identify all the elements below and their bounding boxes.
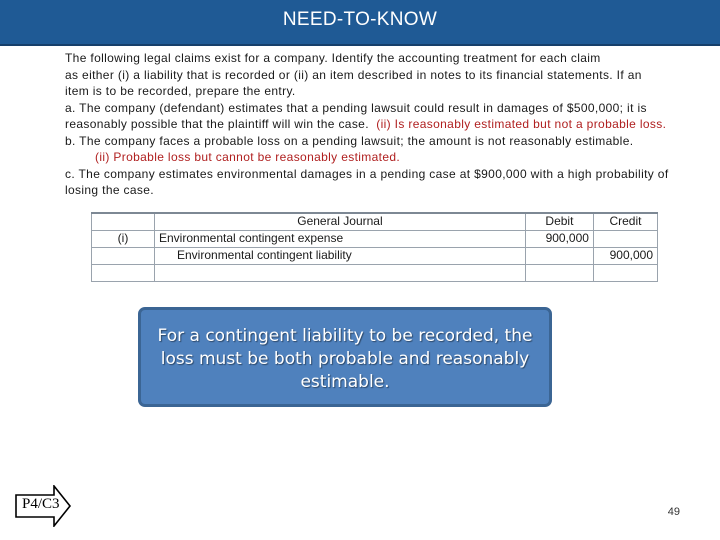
entry-label [92, 248, 155, 265]
problem-text [65, 50, 685, 199]
credit-amount [593, 265, 657, 282]
debit-amount [525, 265, 593, 282]
page-title: NEED-TO-KNOW [282, 9, 438, 30]
item-a [65, 100, 685, 117]
prompt-line: as either (i) a liability that is recorded or (ii) an item described in notes to its financial statements. If an [65, 67, 642, 82]
item-a-cont [65, 116, 685, 133]
callout-text: For a contingent liability to be recorded, the loss must be both probable and reasonably estimable. [157, 326, 533, 392]
account-name: Environmental contingent expense [155, 231, 526, 248]
prompt-line: The following legal claims exist for a company. Identify the accounting treatment for each claim [65, 51, 601, 65]
learning-objective-tag: P4/C3 [22, 496, 60, 512]
prompt-line: item is to be recorded, prepare the entry. [65, 84, 296, 98]
entry-label: (i) [92, 231, 155, 248]
debit-amount: 900,000 [525, 231, 593, 248]
item-a-text: a. The company (defendant) estimates that a pending lawsuit could result in damages of $500,000; it is [65, 100, 647, 115]
item-a-text-2: reasonably possible that the plaintiff will win the case. [65, 117, 369, 131]
item-b: b. The company faces a probable loss on a pending lawsuit; the amount is not reasonably estimable. [65, 133, 634, 148]
item-c: c. The company estimates environmental damages in a pending case at $900,000 with a high probability of [65, 166, 669, 181]
debit-header: Debit [525, 213, 593, 231]
general-journal-table [91, 212, 658, 282]
table-row [92, 248, 658, 265]
table-row [92, 231, 658, 248]
key-point-callout [138, 307, 552, 407]
account-cell [155, 248, 526, 265]
table-row [92, 265, 658, 282]
credit-amount: 900,000 [593, 248, 657, 265]
credit-amount [593, 231, 657, 248]
page-number: 49 [667, 506, 680, 518]
credit-header: Credit [593, 213, 657, 231]
debit-amount [525, 248, 593, 265]
account-name [155, 265, 526, 282]
account-name: Environmental contingent liability [177, 248, 352, 262]
header-blank [92, 213, 155, 231]
entry-label [92, 265, 155, 282]
title-banner [0, 0, 720, 46]
item-c-cont: losing the case. [65, 183, 154, 197]
answer-a: (ii) Is reasonably estimated but not a probable loss. [376, 117, 667, 131]
journal-heading: General Journal [155, 213, 526, 231]
journal-header-row [92, 213, 658, 231]
answer-b: (ii) Probable loss but cannot be reasonably estimated. [95, 150, 401, 164]
